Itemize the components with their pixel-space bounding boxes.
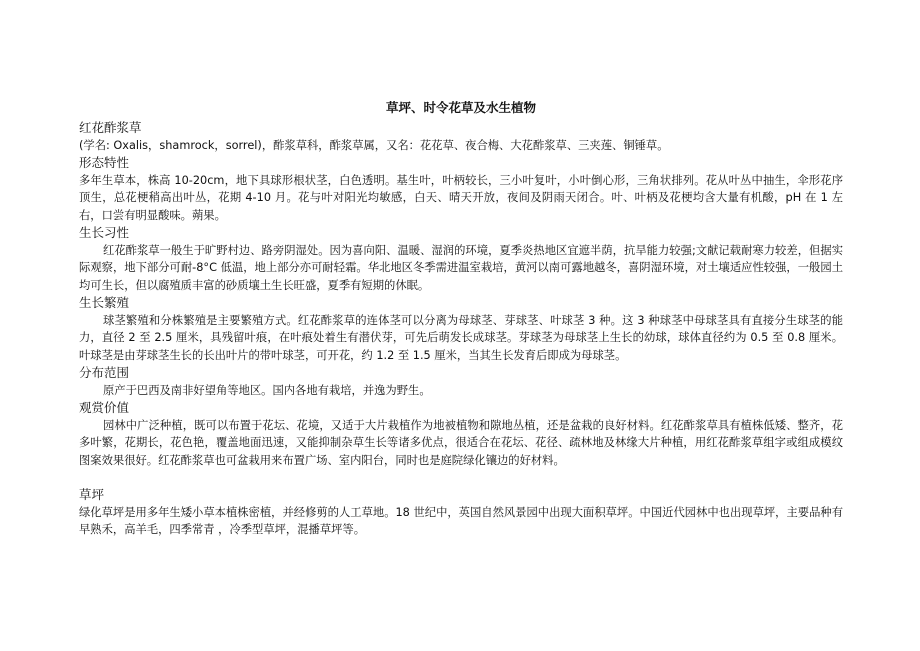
section-heading-distribution: 分布范围 [79,365,130,380]
section-text-distribution: 原产于巴西及南非好望角等地区。国内各地有栽培，并逸为野生。 [103,383,431,397]
section-text-morphology: 多年生草本，株高 10-20cm，地下具球形根状茎，白色透明。基生叶，叶柄较长，三小叶复叶，小叶倒心形，三角状排列。花从叶丛中抽生，伞形花序顶生，总花梗稍高出叶丛，花期 4-10 月。花与叶对阳光均敏感，白天、晴天开放，夜间及阴雨天闭合。叶、叶柄及花梗均含大量有机酸，pH 在 1 左右，口尝有明显酸味。蒴果。 [79,173,843,222]
plant-name: 红花酢浆草 [79,120,142,135]
document-body [79,99,843,539]
section-text-propagation: 球茎繁殖和分株繁殖是主要繁殖方式。红花酢浆草的连体茎可以分离为母球茎、芽球茎、叶球茎 3 种。这 3 种球茎中母球茎具有直接分生球茎的能力，直径 2 至 2.5 厘米，具残留叶痕，在叶痕处着生有潜伏芽，可先后萌发长成球茎。芽球茎为母球茎上生长的幼球，球体直径约为 0.5 至 0.8 厘米。叶球茎是由芽球茎生长的长出叶片的带叶球茎，可开花，约 1.2 至 1.5 厘米，当其生长发育后即成为母球茎。 [79,313,843,362]
section-heading-lawn: 草坪 [79,487,105,502]
section-heading-morphology: 形态特性 [79,155,130,170]
section-text-habit: 红花酢浆草一般生于旷野村边、路旁阴湿处。因为喜向阳、温暖、湿润的环境，夏季炎热地区宜遮半荫，抗旱能力较强;文献记载耐寒力较差，但据实际观察，地下部分可耐-8°C 低温，地上部分亦可耐轻霜。华北地区冬季需进温室栽培，黄河以南可露地越冬，喜阴湿环境，对土壤适应性较强，一般园土均可生长，但以腐殖质丰富的砂质壤土生长旺盛，夏季有短期的休眠。 [79,243,843,292]
section-heading-habit: 生长习性 [79,225,130,240]
section-text-lawn: 绿化草坪是用多年生矮小草本植株密植，并经修剪的人工草地。18 世纪中，英国自然风景园中出现大面积草坪。中国近代园林中也出现草坪，主要品种有早熟禾，高羊毛，四季常青 ，冷季型草坪，混播草坪等。 [79,505,843,536]
section-heading-ornamental: 观赏价值 [79,400,130,415]
paragraph-gap [79,469,843,486]
plant-intro: (学名: Oxalis，shamrock，sorrel)，酢浆草科，酢浆草属，又名：花花草、夜合梅、大花酢浆草、三夹莲、铜锤草。 [79,138,669,152]
section-text-ornamental: 园林中广泛种植，既可以布置于花坛、花境，又适于大片栽植作为地被植物和隙地丛植，还是盆栽的良好材料。红花酢浆草具有植株低矮、整齐，花多叶繁，花期长，花色艳，覆盖地面迅速，又能抑制杂草生长等诸多优点，很适合在花坛、花径、疏林地及林缘大片种植，用红花酢浆草组字或组成模纹图案效果很好。红花酢浆草也可盆栽用来布置广场、室内阳台，同时也是庭院绿化镶边的好材料。 [79,418,843,467]
document-title: 草坪、时令花草及水生植物 [385,100,536,115]
section-heading-propagation: 生长繁殖 [79,295,130,310]
